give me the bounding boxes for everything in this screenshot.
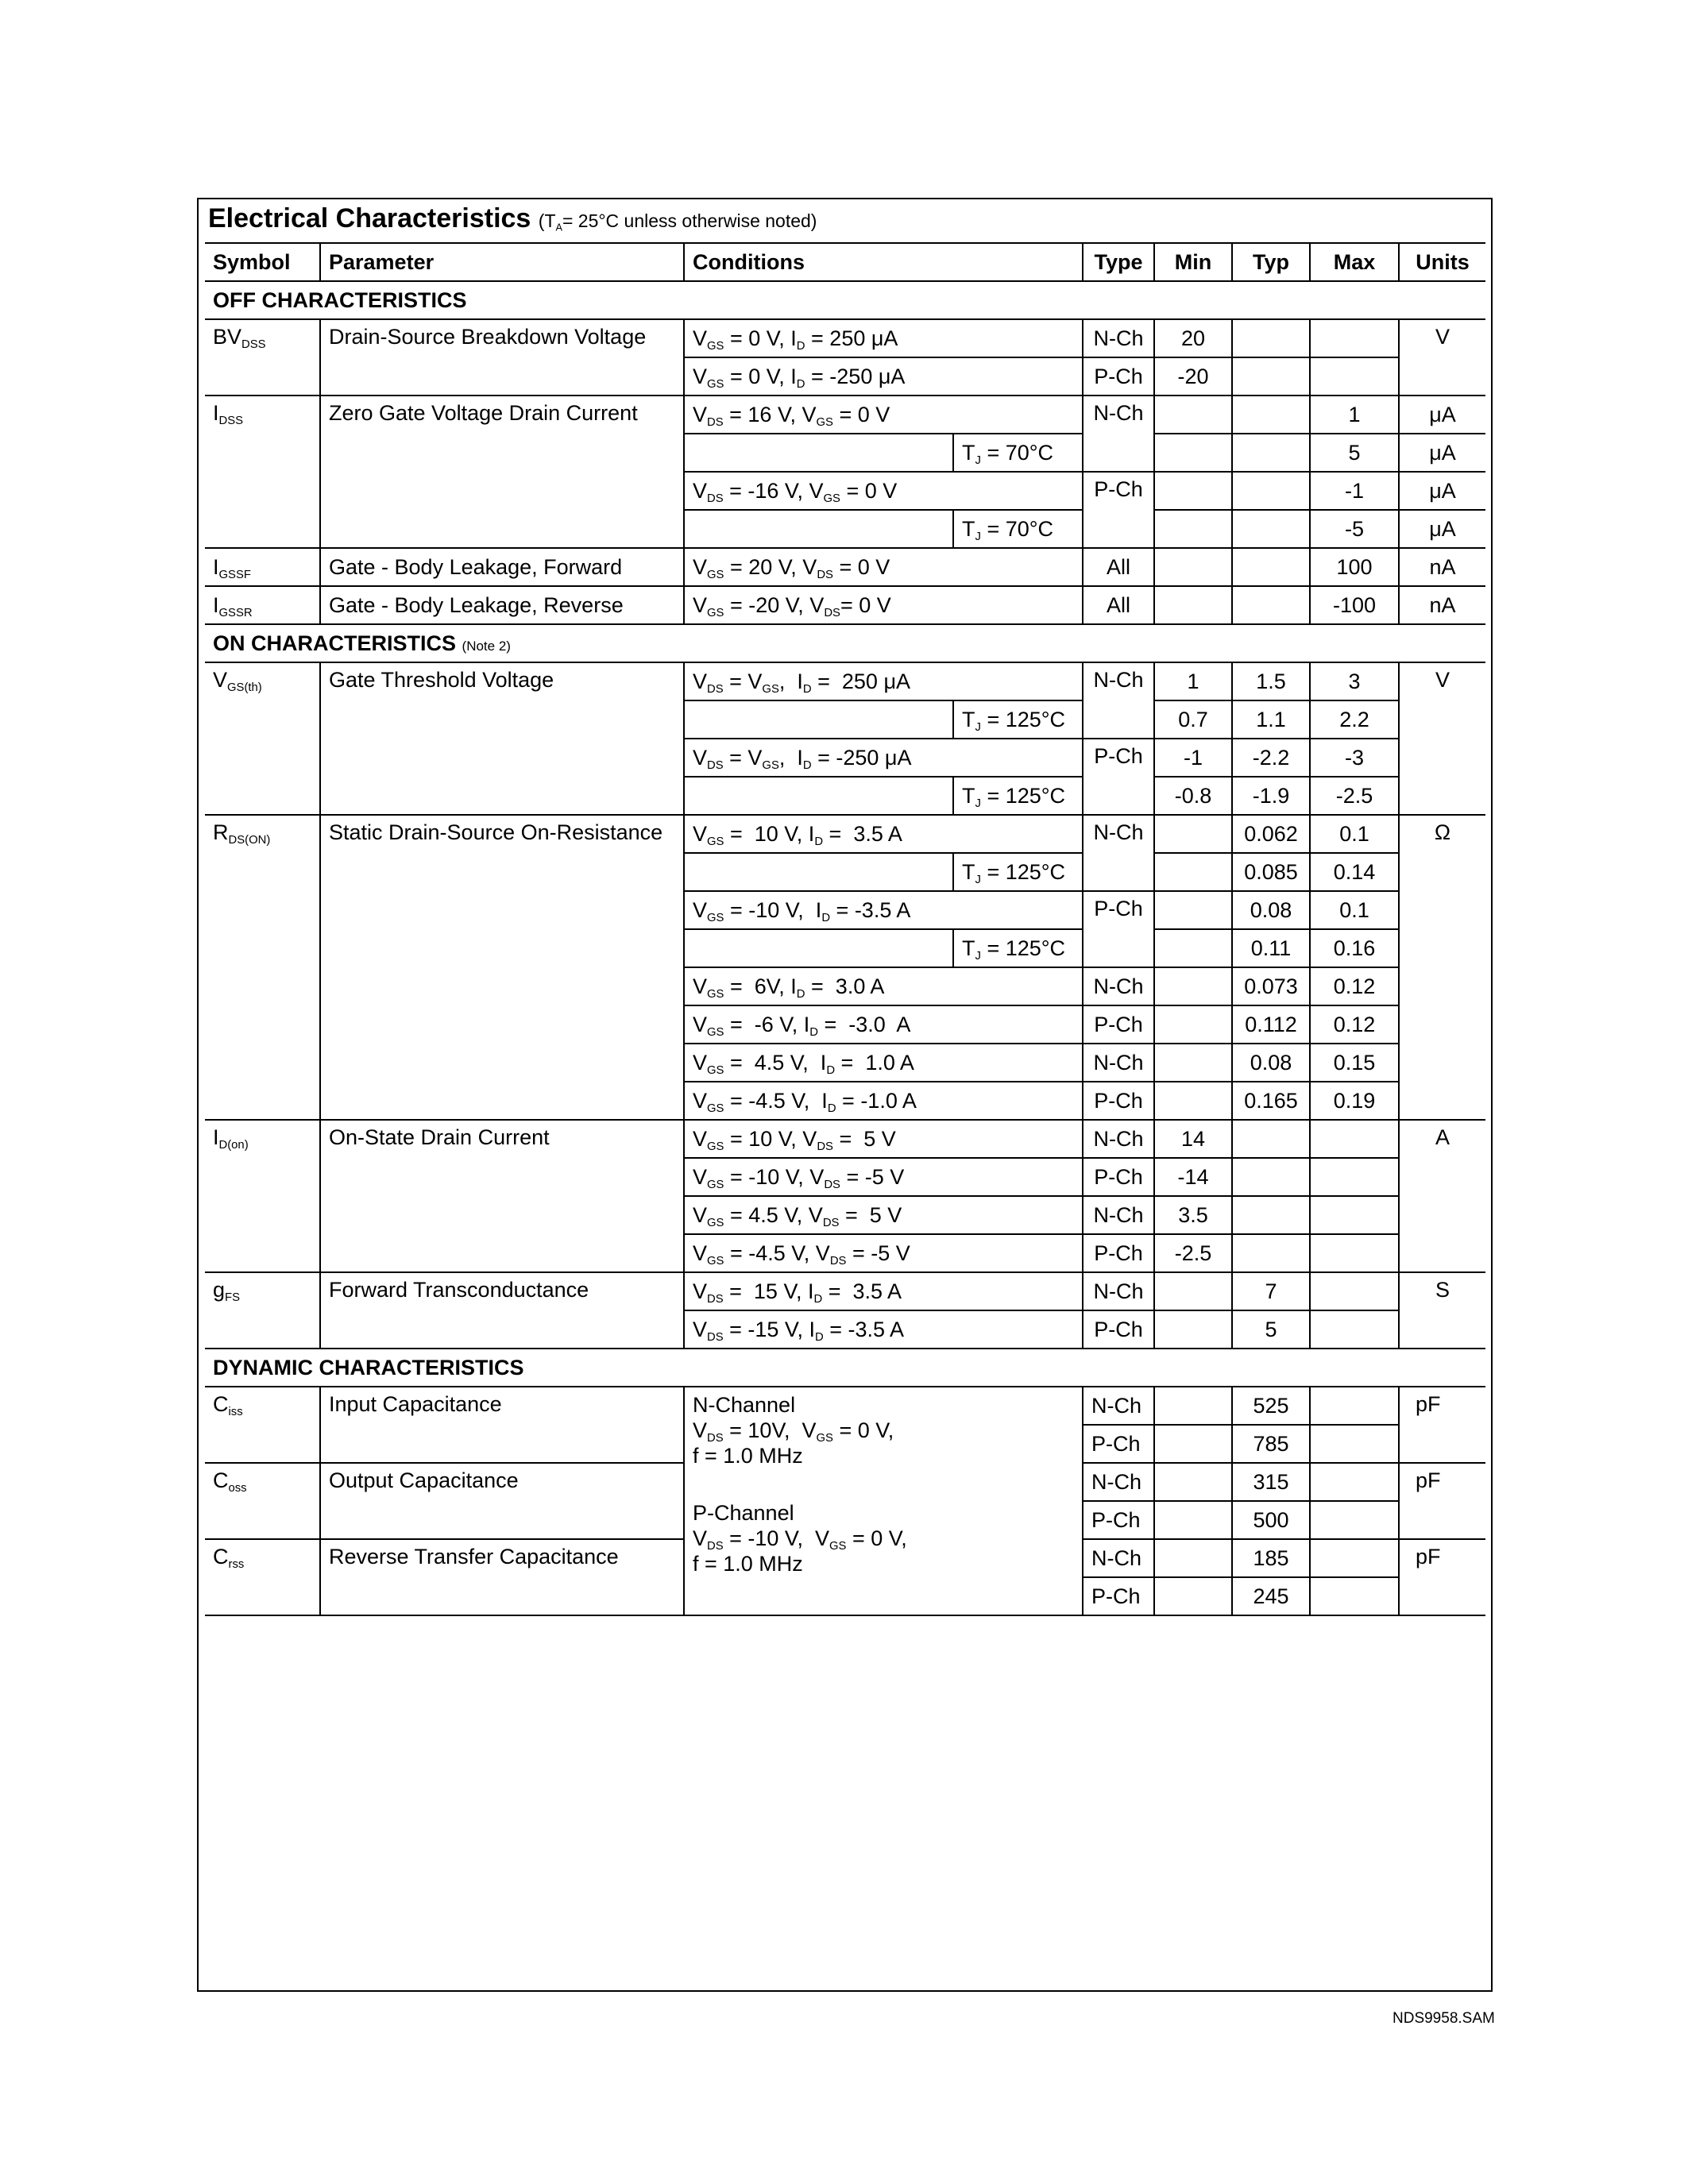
- type: N-Ch: [1083, 662, 1154, 739]
- units: A: [1399, 1120, 1485, 1272]
- min: 14: [1154, 1120, 1232, 1158]
- max: 5: [1310, 434, 1399, 472]
- max: 3: [1310, 662, 1399, 700]
- units: Ω: [1399, 815, 1485, 1120]
- symbol-rdson: $R_{DS(ON)}$: [205, 815, 320, 1120]
- units: μA: [1399, 434, 1485, 472]
- condition: $V_{DS} = 15$ V, $I_D = 3.5$ A: [684, 1272, 1083, 1310]
- max: 100: [1310, 548, 1399, 586]
- symbol-idon: $I_{D(on)}$: [205, 1120, 320, 1272]
- max: 0.15: [1310, 1044, 1399, 1082]
- header-min: Min: [1154, 243, 1232, 281]
- type: N-Ch: [1083, 815, 1154, 891]
- typ: 525: [1232, 1387, 1310, 1425]
- condition: $V_{GS} = -10$ V, $V_{DS} = -5$ V: [684, 1158, 1083, 1196]
- type: P-Ch: [1083, 1082, 1154, 1120]
- max: 0.14: [1310, 853, 1399, 891]
- condition: $V_{GS} = -10$ V, $I_D = -3.5$ A: [684, 891, 1083, 929]
- type: P-Ch: [1083, 357, 1154, 396]
- typ: 0.062: [1232, 815, 1310, 853]
- min: 20: [1154, 319, 1232, 357]
- type: P-Ch: [1083, 1501, 1154, 1539]
- typ: 5: [1232, 1310, 1310, 1349]
- type: P-Ch: [1083, 1158, 1154, 1196]
- condition: $V_{DS} = -15$ V, $I_D = -3.5$ A: [684, 1310, 1083, 1349]
- type: P-Ch: [1083, 891, 1154, 967]
- type: P-Ch: [1083, 1310, 1154, 1349]
- typ: 500: [1232, 1501, 1310, 1539]
- max: 0.19: [1310, 1082, 1399, 1120]
- condition: $V_{GS} = 20$ V, $V_{DS} = 0$ V: [684, 548, 1083, 586]
- table-row: [205, 396, 1485, 434]
- type: N-Ch: [1083, 1120, 1154, 1158]
- type: All: [1083, 586, 1154, 624]
- typ: 0.165: [1232, 1082, 1310, 1120]
- condition: $V_{DS} = -16$ V, $V_{GS} = 0$ V: [684, 472, 1083, 510]
- typ: 0.08: [1232, 891, 1310, 929]
- tj-condition: $T_J = 125^\circ C$: [953, 700, 1083, 739]
- table-row: [205, 1120, 1485, 1158]
- tj-condition: $T_J = 125^\circ C$: [953, 777, 1083, 815]
- section-off: OFF CHARACTERISTICS: [205, 281, 1485, 319]
- condition: $V_{GS} = 4.5$ V, $V_{DS} = 5$ V: [684, 1196, 1083, 1234]
- typ: 0.085: [1232, 853, 1310, 891]
- max: -2.5: [1310, 777, 1399, 815]
- condition: $V_{DS} = V_{GS}$, $I_D = 250$ μA: [684, 662, 1083, 700]
- type: P-Ch: [1083, 472, 1154, 548]
- min: 3.5: [1154, 1196, 1232, 1234]
- min: 1: [1154, 662, 1232, 700]
- param-igssr: Gate - Body Leakage, Reverse: [320, 586, 684, 624]
- typ: 0.112: [1232, 1005, 1310, 1044]
- condition: $V_{GS} = 0$ V, $I_D = -250$ μA: [684, 357, 1083, 396]
- header-symbol: Symbol: [205, 243, 320, 281]
- symbol-idss: $I_{DSS}$: [205, 396, 320, 548]
- type: N-Ch: [1083, 1044, 1154, 1082]
- condition: $V_{GS} = 10$ V, $V_{DS} = 5$ V: [684, 1120, 1083, 1158]
- type: N-Ch: [1083, 1539, 1154, 1577]
- typ: 7: [1232, 1272, 1310, 1310]
- condition: $V_{GS} = -4.5$ V, $V_{DS} = -5$ V: [684, 1234, 1083, 1272]
- max: 0.12: [1310, 1005, 1399, 1044]
- header-max: Max: [1310, 243, 1399, 281]
- typ: 245: [1232, 1577, 1310, 1615]
- max: 0.1: [1310, 891, 1399, 929]
- table-title: Electrical Characteristics ($T_A= 25^\circ C$ unless otherwise noted): [208, 203, 817, 233]
- table-row: [205, 586, 1485, 624]
- units: pF: [1399, 1463, 1485, 1539]
- typ: 0.073: [1232, 967, 1310, 1005]
- max: 0.1: [1310, 815, 1399, 853]
- header-conditions: Conditions: [684, 243, 1083, 281]
- param-igssf: Gate - Body Leakage, Forward: [320, 548, 684, 586]
- units: μA: [1399, 510, 1485, 548]
- condition: $V_{GS} = -4.5$ V, $I_D = -1.0$ A: [684, 1082, 1083, 1120]
- param-idss: Zero Gate Voltage Drain Current: [320, 396, 684, 548]
- typ: 0.11: [1232, 929, 1310, 967]
- type: N-Ch: [1083, 1387, 1154, 1425]
- type: N-Ch: [1083, 1463, 1154, 1501]
- min: -14: [1154, 1158, 1232, 1196]
- param-gfs: Forward Transconductance: [320, 1272, 684, 1349]
- units: V: [1399, 662, 1485, 815]
- table-row: [205, 319, 1485, 357]
- param-crss: Reverse Transfer Capacitance: [320, 1539, 684, 1615]
- header-type: Type: [1083, 243, 1154, 281]
- type: P-Ch: [1083, 1234, 1154, 1272]
- condition: $V_{GS} = 0$ V, $I_D = 250$ μA: [684, 319, 1083, 357]
- header-typ: Typ: [1232, 243, 1310, 281]
- section-dynamic: DYNAMIC CHARACTERISTICS: [205, 1349, 1485, 1387]
- dynamic-conditions: N-Channel $V_{DS} = 10V$, $V_{GS} = 0$ V, f = 1.0 MHz P-Channel $V_{DS} = -10$ V, $V_{GS} = 0$ V, f = 1.0 MHz: [684, 1387, 1083, 1615]
- typ: 0.08: [1232, 1044, 1310, 1082]
- condition: $V_{GS} = 4.5$ V, $I_D = 1.0$ A: [684, 1044, 1083, 1082]
- units: μA: [1399, 396, 1485, 434]
- param-rdson: Static Drain-Source On-Resistance: [320, 815, 684, 1120]
- units: S: [1399, 1272, 1485, 1349]
- electrical-characteristics-table: [205, 242, 1485, 1616]
- units: pF: [1399, 1539, 1485, 1615]
- max: -5: [1310, 510, 1399, 548]
- typ: 1.1: [1232, 700, 1310, 739]
- max: 0.12: [1310, 967, 1399, 1005]
- type: P-Ch: [1083, 1005, 1154, 1044]
- param-bvdss: Drain-Source Breakdown Voltage: [320, 319, 684, 396]
- condition: $V_{GS} = -6$ V, $I_D = -3.0$ A: [684, 1005, 1083, 1044]
- param-vgsth: Gate Threshold Voltage: [320, 662, 684, 815]
- typ: 1.5: [1232, 662, 1310, 700]
- symbol-gfs: $g_{FS}$: [205, 1272, 320, 1349]
- units: nA: [1399, 586, 1485, 624]
- condition: $V_{GS} = 6V$, $I_D = 3.0$ A: [684, 967, 1083, 1005]
- symbol-vgsth: $V_{GS(th)}$: [205, 662, 320, 815]
- tj-condition: $T_J = 125^\circ C$: [953, 853, 1083, 891]
- table-row: [205, 548, 1485, 586]
- symbol-ciss: $C_{iss}$: [205, 1387, 320, 1463]
- header-row: [205, 243, 1485, 281]
- table-row: [205, 1387, 1485, 1425]
- min: -2.5: [1154, 1234, 1232, 1272]
- units: nA: [1399, 548, 1485, 586]
- tj-condition: $T_J = 125^\circ C$: [953, 929, 1083, 967]
- units: V: [1399, 319, 1485, 396]
- header-parameter: Parameter: [320, 243, 684, 281]
- max: 1: [1310, 396, 1399, 434]
- max: -3: [1310, 739, 1399, 777]
- param-idon: On-State Drain Current: [320, 1120, 684, 1272]
- type: P-Ch: [1083, 1577, 1154, 1615]
- units: μA: [1399, 472, 1485, 510]
- min: -1: [1154, 739, 1232, 777]
- max: 0.16: [1310, 929, 1399, 967]
- max: -1: [1310, 472, 1399, 510]
- min: -0.8: [1154, 777, 1232, 815]
- max: 2.2: [1310, 700, 1399, 739]
- symbol-bvdss: $BV_{DSS}$: [205, 319, 320, 396]
- symbol-crss: $C_{rss}$: [205, 1539, 320, 1615]
- min: 0.7: [1154, 700, 1232, 739]
- param-ciss: Input Capacitance: [320, 1387, 684, 1463]
- typ: -1.9: [1232, 777, 1310, 815]
- condition: $V_{GS} = -20$ V, $V_{DS}= 0$ V: [684, 586, 1083, 624]
- type: N-Ch: [1083, 319, 1154, 357]
- type: N-Ch: [1083, 1272, 1154, 1310]
- type: P-Ch: [1083, 739, 1154, 815]
- condition: $V_{DS} = V_{GS}$, $I_D = -250$ μA: [684, 739, 1083, 777]
- typ: -2.2: [1232, 739, 1310, 777]
- tj-condition: $T_J = 70^\circ C$: [953, 510, 1083, 548]
- tj-condition: $T_J = 70^\circ C$: [953, 434, 1083, 472]
- type: N-Ch: [1083, 1196, 1154, 1234]
- type: All: [1083, 548, 1154, 586]
- symbol-igssr: $I_{GSSR}$: [205, 586, 320, 624]
- type: N-Ch: [1083, 967, 1154, 1005]
- type: P-Ch: [1083, 1425, 1154, 1463]
- symbol-coss: $C_{oss}$: [205, 1463, 320, 1539]
- table-row: [205, 662, 1485, 700]
- type: N-Ch: [1083, 396, 1154, 472]
- typ: 315: [1232, 1463, 1310, 1501]
- min: -20: [1154, 357, 1232, 396]
- param-coss: Output Capacitance: [320, 1463, 684, 1539]
- symbol-igssf: $I_{GSSF}$: [205, 548, 320, 586]
- typ: 185: [1232, 1539, 1310, 1577]
- section-on: ON CHARACTERISTICS (Note 2): [205, 624, 1485, 662]
- max: -100: [1310, 586, 1399, 624]
- condition: $V_{DS} = 16$ V, $V_{GS} = 0$ V: [684, 396, 1083, 434]
- document-code: NDS9958.SAM: [1393, 2010, 1495, 2027]
- table-row: [205, 815, 1485, 853]
- typ: 785: [1232, 1425, 1310, 1463]
- units: pF: [1399, 1387, 1485, 1463]
- condition: $V_{GS} = 10$ V, $I_D = 3.5$ A: [684, 815, 1083, 853]
- table-row: [205, 1272, 1485, 1310]
- header-units: Units: [1399, 243, 1485, 281]
